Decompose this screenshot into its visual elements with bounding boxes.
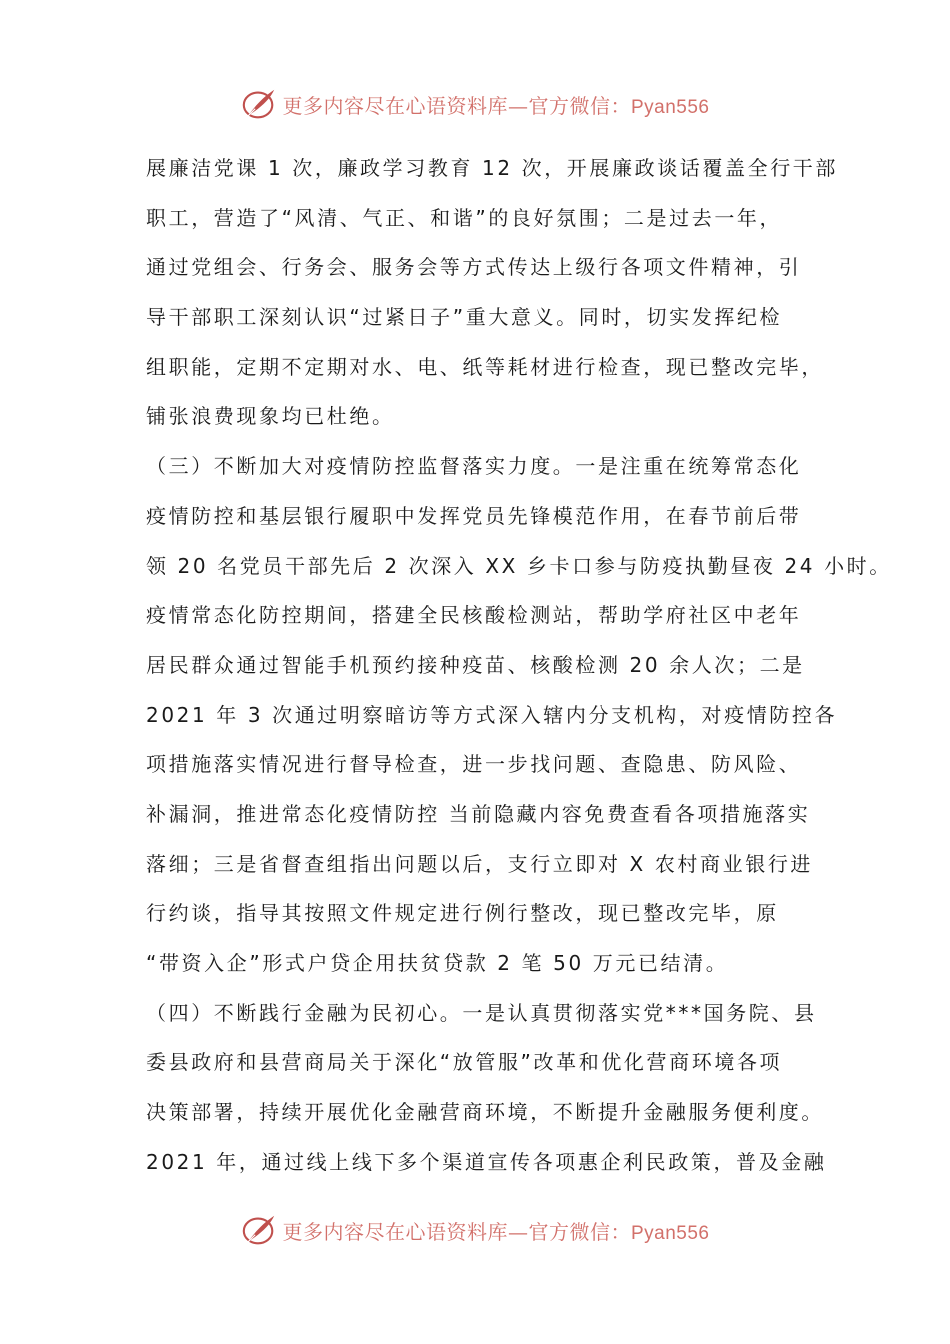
body-line: （三）不断加大对疫情防控监督落实力度。一是注重在统筹常态化 xyxy=(146,454,802,479)
body-line: 落细；三是省督查组指出问题以后，支行立即对 X 农村商业银行进 xyxy=(146,851,814,876)
body-line: 2021 年 3 次通过明察暗访等方式深入辖内分支机构，对疫情防控各 xyxy=(146,702,838,727)
header-watermark-banner xyxy=(0,84,950,124)
body-line: 决策部署，持续开展优化金融营商环境，不断提升金融服务便利度。 xyxy=(146,1100,824,1125)
body-line: 居民群众通过智能手机预约接种疫苗、核酸检测 20 余人次；二是 xyxy=(146,652,805,677)
footer-site-text: 更多内容尽在心语资料库—官方微信： xyxy=(282,1219,631,1244)
body-line: 疫情常态化防控期间，搭建全民核酸检测站，帮助学府社区中老年 xyxy=(146,603,802,628)
header-wechat-id: Pyan556 xyxy=(630,96,710,118)
body-line: 补漏洞，推进常态化疫情防控 当前隐藏内容免费查看各项措施落实 xyxy=(146,801,811,826)
footer-watermark-banner xyxy=(0,1210,950,1250)
body-line: 疫情防控和基层银行履职中发挥党员先锋模范作用，在春节前后带 xyxy=(146,503,802,528)
body-line: 导干部职工深刻认识“过紧日子”重大意义。同时，切实发挥纪检 xyxy=(146,305,783,330)
header-site-text: 更多内容尽在心语资料库—官方微信： xyxy=(282,93,631,118)
body-line: 通过党组会、行务会、服务会等方式传达上级行各项文件精神，引 xyxy=(146,255,802,280)
body-line: 项措施落实情况进行督导检查，进一步找问题、查隐患、防风险、 xyxy=(146,752,802,777)
body-line: 行约谈，指导其按照文件规定进行例行整改，现已整改完毕，原 xyxy=(146,901,779,926)
document-body xyxy=(146,144,892,1187)
body-line: 职工，营造了“风清、气正、和谐”的良好氛围；二是过去一年， xyxy=(146,205,783,230)
body-line: 组职能，定期不定期对水、电、纸等耗材进行检查，现已整改完毕， xyxy=(146,354,824,379)
quill-pen-logo-icon xyxy=(240,1211,278,1249)
body-line: 领 20 名党员干部先后 2 次深入 XX 乡卡口参与防疫执勤昼夜 24 小时。 xyxy=(146,553,892,578)
body-line: 委县政府和县营商局关于深化“放管服”改革和优化营商环境各项 xyxy=(146,1050,783,1075)
body-line: 2021 年，通过线上线下多个渠道宣传各项惠企利民政策，普及金融 xyxy=(146,1149,827,1174)
footer-wechat-id: Pyan556 xyxy=(630,1222,710,1244)
quill-pen-logo-icon xyxy=(240,85,278,123)
body-line: “带资入企”形式户贷企用扶贫贷款 2 笔 50 万元已结清。 xyxy=(146,951,729,975)
body-line: 铺张浪费现象均已杜绝。 xyxy=(146,404,395,429)
header-banner-text xyxy=(282,90,709,119)
body-line: （四）不断践行金融为民初心。一是认真贯彻落实党***国务院、县 xyxy=(146,1000,817,1025)
footer-banner-text xyxy=(282,1216,709,1245)
body-line: 展廉洁党课 1 次，廉政学习教育 12 次，开展廉政谈话覆盖全行干部 xyxy=(146,156,839,180)
